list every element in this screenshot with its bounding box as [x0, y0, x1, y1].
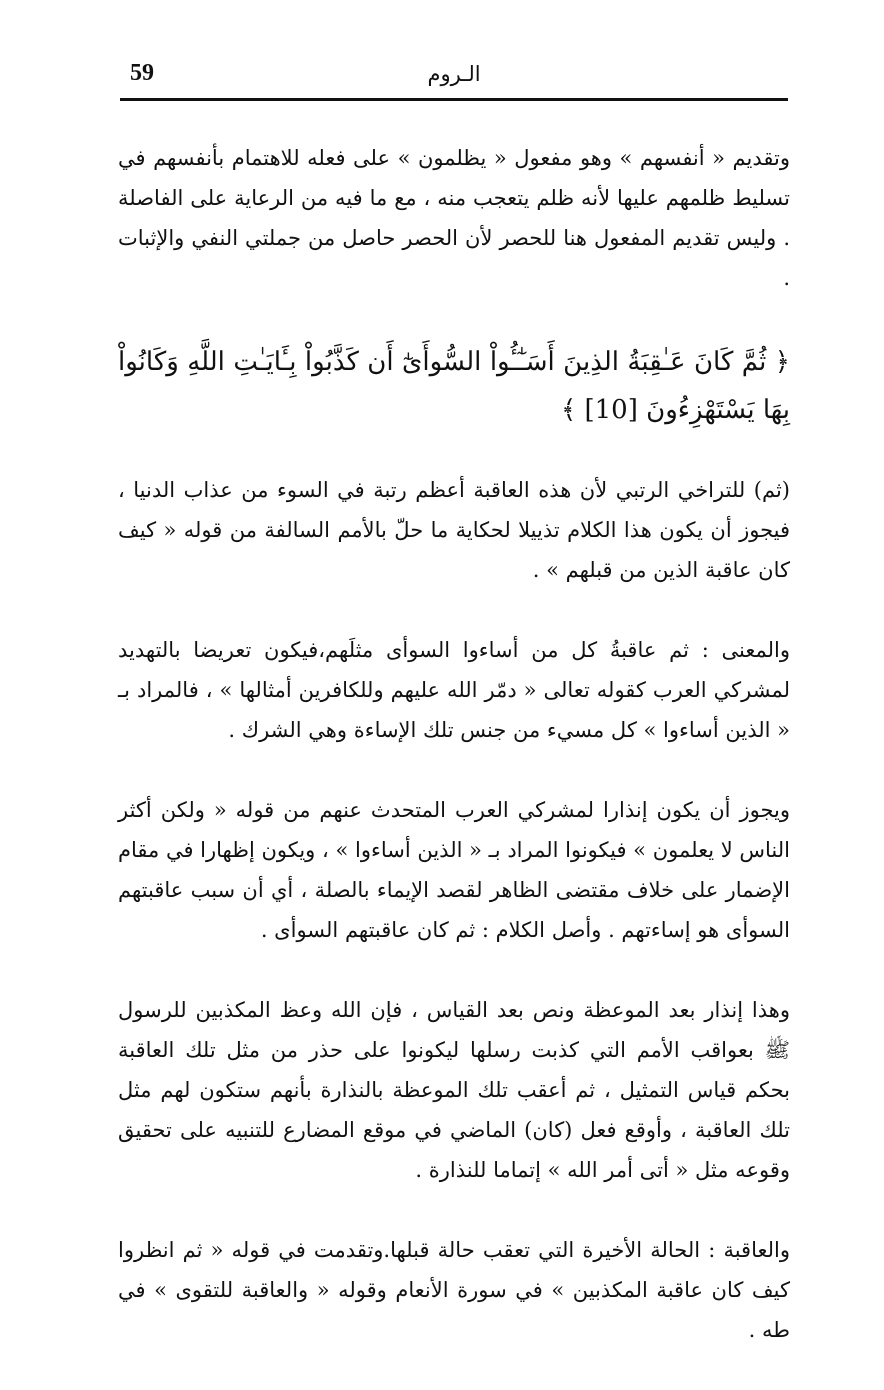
surah-title: الـروم: [427, 62, 481, 86]
paragraph-meaning: والمعنى : ثم عاقبةُ كل من أساءوا السوأى مثلَهم،فيكون تعريضا بالتهديد لمشركي العرب كقوله تعالى « دمّر الله عليهم وللكافرين أمثالها » ، فالمراد بـ « الذين أساءوا » كل مسيء من جنس تلك الإساءة وهي الشرك .: [118, 638, 790, 742]
page-header: [120, 58, 788, 101]
paragraph-admonition: وهذا إنذار بعد الموعظة ونص بعد القياس ، فإن الله وعظ المكذبين للرسول ﷺ بعواقب الأمم التي كذبت رسلها ليكونوا على حذر من مثل تلك العاقبة بحكم قياس التمثيل ، ثم أعقب تلك الموعظة بالنذارة بأنهم ستكون لهم مثل تلك العاقبة ، وأوقع فعل (كان) الماضي في موقع المضارع للتنبيه على تحقيق وقوعه مثل « أتى أمر الله » إتماما للنذارة .: [118, 998, 790, 1182]
page-body: [118, 138, 790, 1390]
paragraph-thumma: (ثم) للتراخي الرتبي لأن هذه العاقبة أعظم رتبة في السوء من عذاب الدنيا ، فيجوز أن يكون هذا الكلام تذييلا لحكاية ما حلّ بالأمم السالفة من قوله « كيف كان عاقبة الذين من قبلهم » .: [118, 478, 790, 582]
paragraph-warning: ويجوز أن يكون إنذارا لمشركي العرب المتحدث عنهم من قوله « ولكن أكثر الناس لا يعلمون » فيكونوا المراد بـ « الذين أساءوا » ، ويكون إظهارا في مقام الإضمار على خلاف مقتضى الظاهر لقصد الإيماء بالصلة ، أي أن سبب عاقبتهم السوأى هو إساءتهم . وأصل الكلام : ثم كان عاقبتهم السوأى .: [118, 798, 790, 942]
paragraph-fronting-note: وتقديم « أنفسهم » وهو مفعول « يظلمون » على فعله للاهتمام بأنفسهم في تسليط ظلمهم عليها لأنه ظلم يتعجب منه ، مع ما فيه من الرعاية على الفاصلة . وليس تقديم المفعول هنا للحصر لأن الحصر حاصل من جملتي النفي والإثبات .: [118, 146, 790, 290]
page-number: 59: [130, 60, 154, 86]
paragraph-aqiba: والعاقبة : الحالة الأخيرة التي تعقب حالة قبلها.وتقدمت في قوله « ثم انظروا كيف كان عاقبة المكذبين » في سورة الأنعام وقوله « والعاقبة للتقوى » في طه .: [118, 1238, 790, 1342]
quran-verse: ﴿ ثُمَّ كَانَ عَـٰقِبَةُ الذِينَ أَسَـٰٓـُٔواْ السُّوأَىٰٓ أَن كَذَّبُواْ بِـَٔايَـٰتِ اللَّهِ وَكَانُواْ بِهَا يَسْتَهْزِءُونَ [10] ﴾: [118, 347, 790, 425]
